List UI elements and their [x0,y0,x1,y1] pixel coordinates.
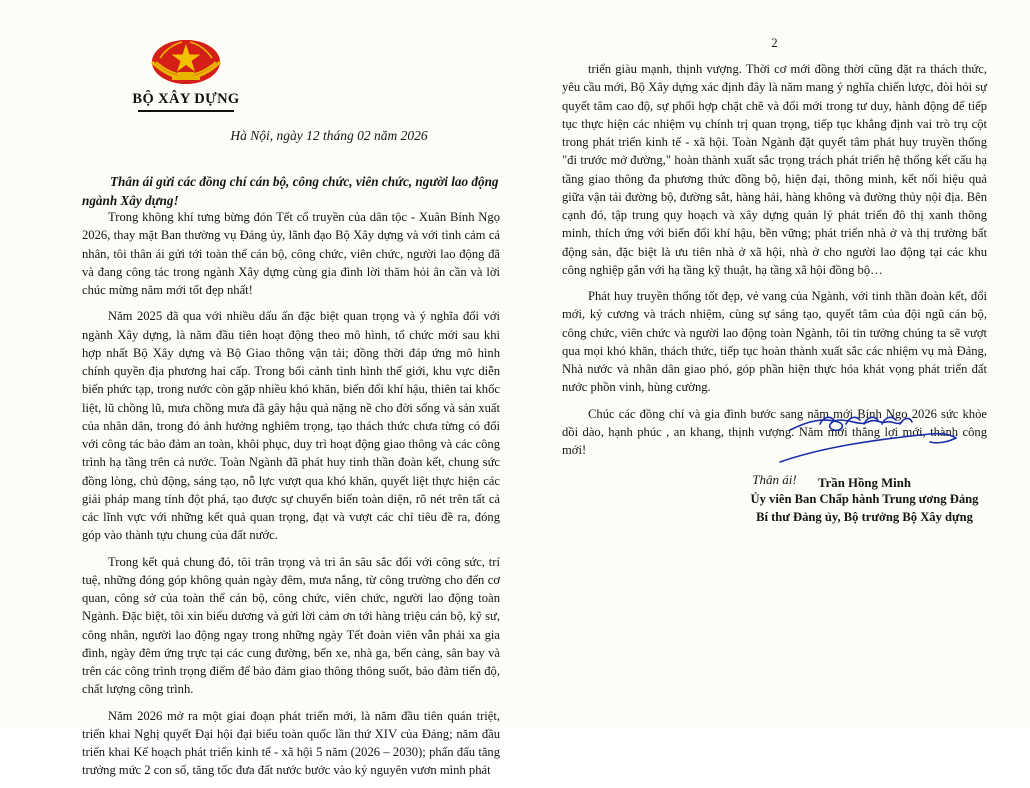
paragraph: Chúc các đồng chí và gia đình bước sang năm mới Bính Ngọ 2026 sức khỏe dồi dào, hạnh phúc , an khang, thịnh vượng. Năm mới thắng lợi mới, thành công mới! [562,406,987,457]
paragraph: Phát huy truyền thống tốt đẹp, vẻ vang của Ngành, với tinh thần đoàn kết, đổi mới, kỷ cương và trách nhiệm, cùng sự sáng tạo, quyết tâm của đội ngũ cán bộ, công chức, viên chức và người lao động toàn Ngành, tôi tin tưởng chúng ta sẽ vượt qua mọi khó khăn, thách thức, tiếp tục hoàn thành xuất sắc các nhiệm vụ mà Đảng, Nhà nước và nhân dân giao phó, góp phần hiện thực hóa khát vọng phát triển đất nước phồn vinh, hùng cường. [562,289,987,395]
closing-line: Thân ái! [752,472,797,488]
paragraph: Trong kết quả chung đó, tôi trân trọng và tri ân sâu sắc đối với công sức, trí tuệ, những đóng góp không quản ngày đêm, mưa nắng, từ công trường cho đến cơ quan, công sở của toàn thể cán bộ, công chức, viên chức, người lao động toàn Ngành. Đặc biệt, tôi xin biểu dương và gửi lời cảm ơn tới hàng triệu cán bộ, kỹ sư, công nhân, người lao động ngay trong những ngày Tết đoàn viên vẫn phải xa gia đình, ngày đêm ứng trực tại các cung đường, bến xe, nhà ga, bến cảng, sân bay và trên các công trình trọng điểm để bảo đảm giao thông thông suốt, bảo đảm tiến độ, chất lượng công trình. [82,554,500,697]
page-number: 2 [771,36,778,50]
paragraph: Trong không khí tưng bừng đón Tết cổ truyền của dân tộc - Xuân Bính Ngọ 2026, thay mặt Ban thường vụ Đảng ủy, lãnh đạo Bộ Xây dựng và với tình cảm cá nhân, tôi thân ái gửi tới toàn thể cán bộ, công chức, viên chức, người lao động đã và đang công tác trong ngành Xây dựng cùng gia đình lời thăm hỏi ân cần và lời chúc mừng năm mới tốt đẹp nhất! [82,210,500,297]
ministry-name: BỘ XÂY DỰNG [132,91,240,107]
signature-block [742,408,987,526]
signer-name: Trần Hồng Minh [818,476,911,490]
dateline: Hà Nội, ngày 12 tháng 02 năm 2026 [230,128,428,143]
vietnam-national-emblem-icon [138,32,234,88]
signer-title-line-1: Ủy viên Ban Chấp hành Trung ương Đảng [750,492,979,506]
salutation: Thân ái gửi các đồng chí cán bộ, công chức, viên chức, người lao động ngành Xây dựng! [82,174,499,209]
left-column [74,20,500,778]
right-column [562,20,987,710]
paragraph: Năm 2026 mở ra một giai đoạn phát triển mới, là năm đầu tiên quán triệt, triển khai Nghị quyết Đại hội đại biểu toàn quốc lần thứ XIV của Đảng; năm đầu triển khai Kế hoạch phát triển kinh tế - xã hội 5 năm (2026 – 2030); phấn đấu tăng trưởng mức 2 con số, tăng tốc đưa đất nước bước vào kỷ nguyên vươn mình phát [82,708,500,778]
letterhead [96,32,276,112]
left-body-text [82,208,500,788]
paragraph: Năm 2025 đã qua với nhiều dấu ấn đặc biệt quan trọng và ý nghĩa đối với ngành Xây dựng, là năm đầu tiên hoạt động theo mô hình, tổ chức mới sau khi hợp nhất Bộ Xây dựng và Bộ Giao thông vận tải; đồng thời đáp ứng mô hình chính quyền địa phương hai cấp. Trong bối cảnh tình hình thế giới, khu vực diễn biến phức tạp, trong nước còn gặp nhiều khó khăn, biến đổi khí hậu, thiên tai khốc liệt, lũ chồng lũ, mưa chồng mưa đã gây hậu quả nặng nề cho đời sống và sản xuất của nhân dân, trong đó ảnh hưởng nghiêm trọng, tạo thách thức chưa từng có đối với công tác bảo đảm an toàn, khôi phục, duy trì hoạt động giao thông và các công trình hạ tầng trên cả nước. Toàn Ngành đã phát huy tinh thần đoàn kết, chung sức đồng lòng, chủ động, sáng tạo, nỗ lực vượt qua khó khăn, quyết liệt thực hiện các giải pháp mang tính đột phá, tạo được sự chuyển biến toàn diện, rõ nét trên tất cả các lĩnh vực với những kết quả quan trọng, đạt và vượt các chỉ tiêu đề ra, đóng góp vào thành tựu chung của đất nước. [82,309,500,543]
handwritten-signature-icon [742,408,987,474]
paragraph: triển giàu mạnh, thịnh vượng. Thời cơ mới đồng thời cũng đặt ra thách thức, yêu cầu mới, Bộ Xây dựng xác định đây là năm mang ý nghĩa chiến lược, đòi hỏi sự quyết tâm cao độ, sự phối hợp chặt chẽ và đổi mới trong tư duy, hành động để tiếp tục thực hiện các nhiệm vụ chính trị quan trọng, tiếp tục khẳng định vai trò trụ cột trong phát triển kinh tế - xã hội. Toàn Ngành đặt quyết tâm phát huy truyền thống "đi trước mở đường," hoàn thành xuất sắc trọng trách phát triển hệ thống kết cấu hạ tầng giao thông đa phương thức đồng bộ, hiện đại, thông minh, kết nối hiệu quả giữa vận tải đường bộ, đường sắt, hàng hải, hàng không và đường thủy nội địa. Bên cạnh đó, tập trung quy hoạch và xây dựng quản lý phát triển đô thị xanh thông minh, thích ứng với biến đổi khí hậu, bền vững; phát triển nhà ở và thị trường bất động sản, đặc biệt là ưu tiên nhà ở xã hội, nhà ở cho người lao động tại các khu công nghiệp gắn với hạ tầng kỹ thuật, hạ tầng xã hội đồng bộ… [562,62,987,277]
signer-title-line-2: Bí thư Đảng ủy, Bộ trưởng Bộ Xây dựng [756,509,973,524]
ministry-underline [138,110,234,112]
